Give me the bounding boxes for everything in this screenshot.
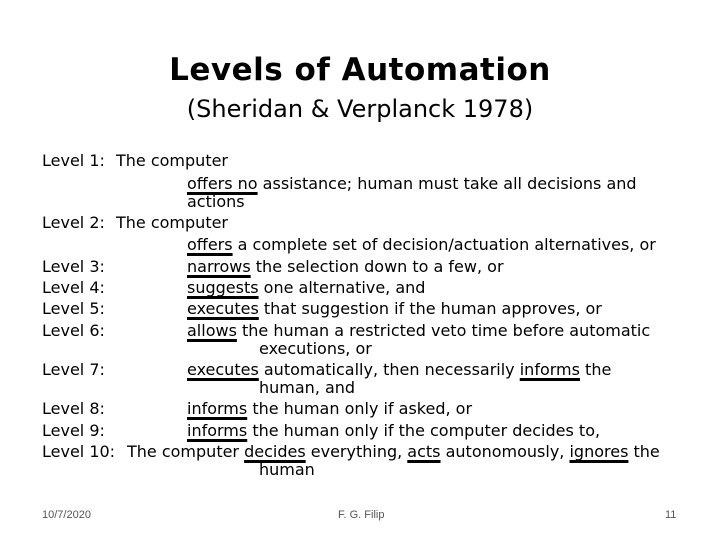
- underlined-keyword: executes: [187, 360, 259, 379]
- level-label: Level 6:: [42, 321, 105, 340]
- underlined-keyword: offers: [187, 235, 233, 254]
- underlined-keyword: ignores: [569, 442, 629, 461]
- underlined-keyword: suggests: [187, 278, 259, 297]
- level-text-line: The computer: [116, 213, 229, 232]
- underlined-keyword: informs: [519, 360, 580, 379]
- underlined-keyword: offers no: [187, 174, 258, 193]
- level-text-line: executions, or: [259, 339, 372, 358]
- level-text-line: The computer: [116, 151, 229, 170]
- level-label: Level 9:: [42, 421, 105, 440]
- underlined-keyword: acts: [407, 442, 441, 461]
- level-label: Level 7:: [42, 360, 105, 379]
- footer-author: F. G. Filip: [338, 509, 385, 521]
- level-text-line: executes that suggestion if the human approves, or: [187, 299, 602, 318]
- underlined-keyword: narrows: [187, 257, 251, 276]
- level-text-line: informs the human only if asked, or: [187, 399, 473, 418]
- level-text-line: executes automatically, then necessarily informs the: [187, 360, 612, 379]
- level-text-line: offers a complete set of decision/actuation alternatives, or: [187, 235, 656, 254]
- underlined-keyword: allows: [187, 321, 237, 340]
- level-label: Level 2:: [42, 213, 105, 232]
- level-label: Level 10:: [42, 442, 116, 461]
- level-label: Level 1:: [42, 151, 105, 170]
- level-label: Level 5:: [42, 299, 105, 318]
- level-text-line: allows the human a restricted veto time before automatic: [187, 321, 651, 340]
- level-text-line: narrows the selection down to a few, or: [187, 257, 504, 276]
- level-label: Level 3:: [42, 257, 105, 276]
- level-text-line: human, and: [259, 378, 356, 397]
- footer-date: 10/7/2020: [42, 509, 91, 521]
- level-label: Level 8:: [42, 399, 105, 418]
- level-text-line: actions: [187, 192, 245, 211]
- level-text-line: The computer decides everything, acts autonomously, ignores the: [127, 442, 660, 461]
- level-text-line: human: [259, 460, 315, 479]
- footer-page-number: 11: [665, 509, 677, 521]
- level-text-line: suggests one alternative, and: [187, 278, 426, 297]
- level-label: Level 4:: [42, 278, 105, 297]
- level-text-line: offers no assistance; human must take all decisions and: [187, 174, 637, 193]
- level-text-line: informs the human only if the computer decides to,: [187, 421, 601, 440]
- slide-title: Levels of Automation: [169, 52, 551, 88]
- underlined-keyword: executes: [187, 299, 259, 318]
- underlined-keyword: decides: [244, 442, 306, 461]
- slide-subtitle: (Sheridan & Verplanck 1978): [186, 95, 534, 123]
- underlined-keyword: informs: [187, 421, 248, 440]
- underlined-keyword: informs: [187, 399, 248, 418]
